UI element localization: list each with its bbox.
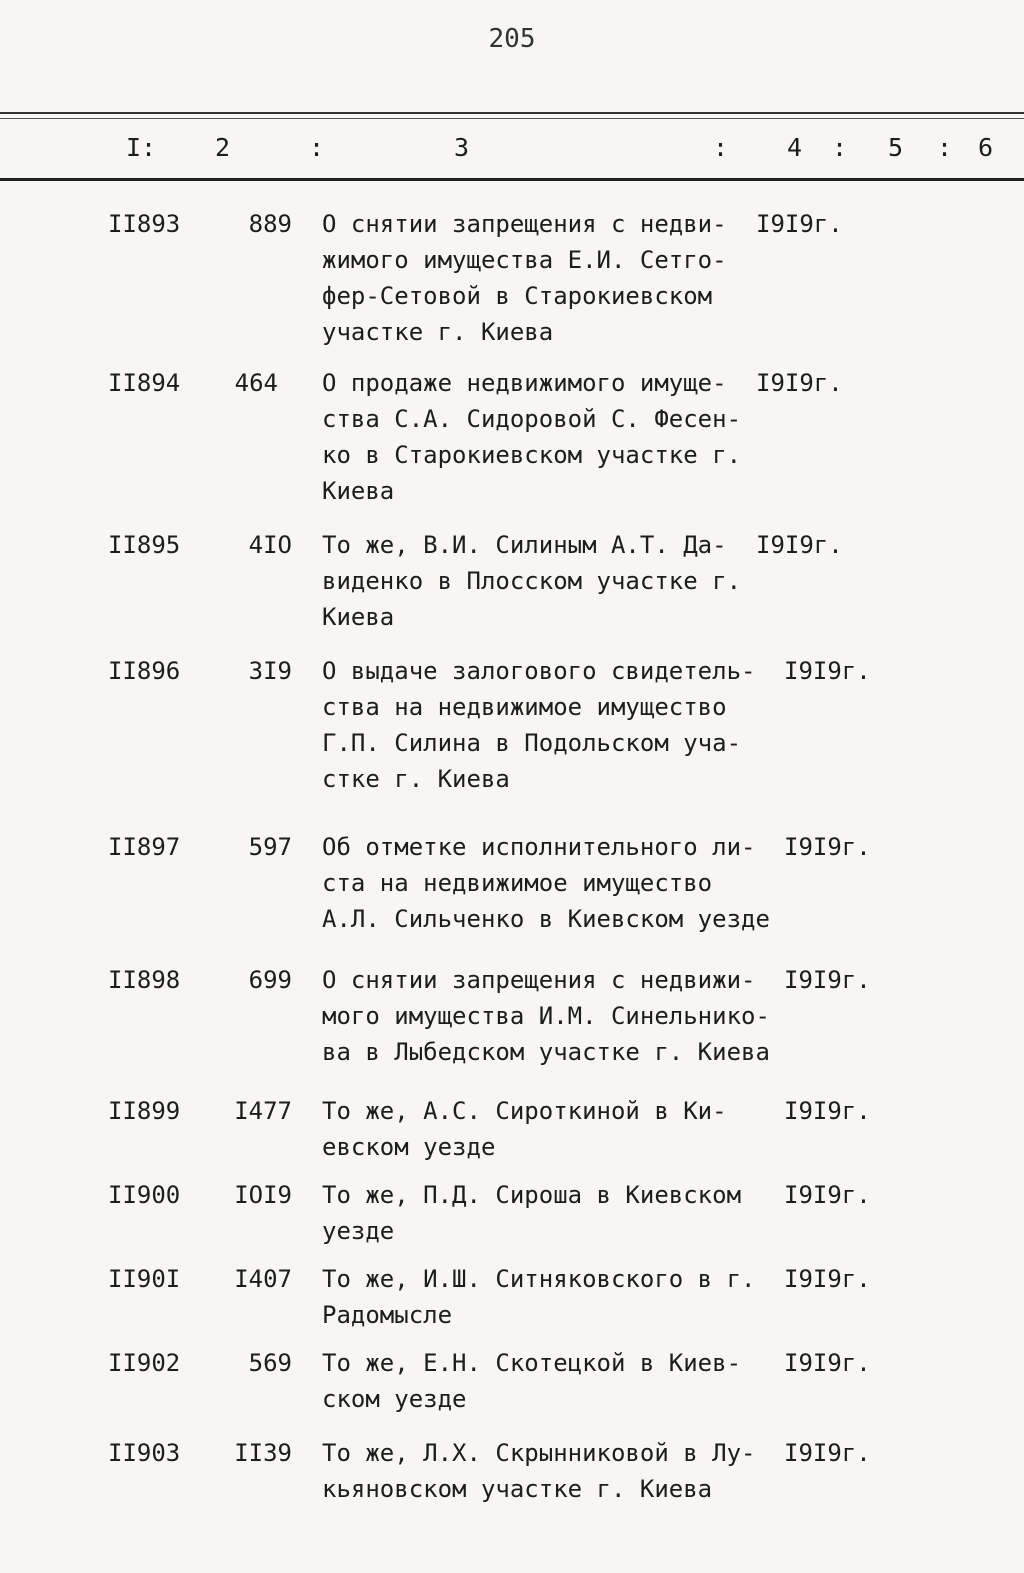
entry-number: II898 — [108, 966, 181, 994]
entry-year: I9I9г. — [784, 966, 871, 994]
entry-description: То же, Е.Н. Скотецкой в Киев- ском уезде — [322, 1349, 742, 1413]
entry-year: I9I9г. — [784, 833, 871, 861]
entry-description: О продаже недвижимого имуще- ства С.А. Сидоровой С. Фесен- ко в Старокиевском участке г. Киева — [322, 369, 742, 505]
entry-description: О выдаче залогового свидетель- ства на недвижимое имущество Г.П. Силина в Подольском уча- стке г. Киева — [322, 657, 756, 793]
column-header-1: I: — [126, 133, 157, 162]
entry-sheets: 597 — [248, 833, 292, 861]
entry-year: I9I9г. — [756, 531, 843, 559]
entry-year: I9I9г. — [784, 1097, 871, 1125]
entry-description: То же, В.И. Силиным А.Т. Да- виденко в Плосском участке г. Киева — [322, 531, 742, 631]
entry-description: То же, А.С. Сироткиной в Ки- евском уезде — [322, 1097, 727, 1161]
entry-description: То же, И.Ш. Ситняковского в г. Радомысле — [322, 1265, 756, 1329]
entry-sheets: IOI9 — [234, 1181, 292, 1209]
column-header-6: 6 — [978, 133, 994, 162]
entry-year: I9I9г. — [784, 1439, 871, 1467]
entry-number: II903 — [108, 1439, 181, 1467]
entry-description: То же, П.Д. Сироша в Киевском уезде — [322, 1181, 742, 1245]
entry-year: I9I9г. — [784, 1181, 871, 1209]
entry-number: II896 — [108, 657, 181, 685]
entry-sheets: II39 — [234, 1439, 292, 1467]
entry-number: II894 — [108, 369, 181, 397]
column-header-4: 4 — [787, 133, 803, 162]
entry-year: I9I9г. — [784, 657, 871, 685]
entry-year: I9I9г. — [784, 1349, 871, 1377]
column-separator: : — [832, 133, 848, 162]
entry-sheets: 464 — [234, 369, 278, 397]
column-separator: : — [713, 133, 729, 162]
column-separator: : — [937, 133, 953, 162]
entry-description: О снятии запрещения с недвижи- мого имущества И.М. Синельнико- ва в Лыбедском участке г. Киева — [322, 966, 770, 1066]
entry-number: II897 — [108, 833, 181, 861]
column-separator: : — [309, 133, 325, 162]
entry-sheets: I407 — [234, 1265, 292, 1293]
entry-description: То же, Л.Х. Скрынниковой в Лу- кьяновском участке г. Киева — [322, 1439, 756, 1503]
column-header-3: 3 — [454, 133, 470, 162]
entry-sheets: 569 — [248, 1349, 292, 1377]
entry-number: II893 — [108, 210, 181, 238]
entry-number: II900 — [108, 1181, 181, 1209]
entry-number: II90I — [108, 1265, 181, 1293]
column-header-2: 2 — [215, 133, 231, 162]
entry-year: I9I9г. — [756, 369, 843, 397]
column-header-5: 5 — [888, 133, 904, 162]
entry-sheets: 4IO — [248, 531, 292, 559]
entry-sheets: I477 — [234, 1097, 292, 1125]
entry-year: I9I9г. — [756, 210, 843, 238]
entry-number: II895 — [108, 531, 181, 559]
entry-sheets: 889 — [248, 210, 292, 238]
entry-number: II899 — [108, 1097, 181, 1125]
entry-number: II902 — [108, 1349, 181, 1377]
entry-sheets: 699 — [248, 966, 292, 994]
entry-year: I9I9г. — [784, 1265, 871, 1293]
entry-sheets: 3I9 — [248, 657, 292, 685]
page-number: 205 — [488, 24, 536, 54]
entry-description: Об отметке исполнительного ли- ста на недвижимое имущество А.Л. Сильченко в Киевском уезде — [322, 833, 770, 933]
entry-description: О снятии запрещения с недви- жимого имущества Е.И. Сетго- фер-Сетовой в Старокиевском участке г. Киева — [322, 210, 727, 346]
